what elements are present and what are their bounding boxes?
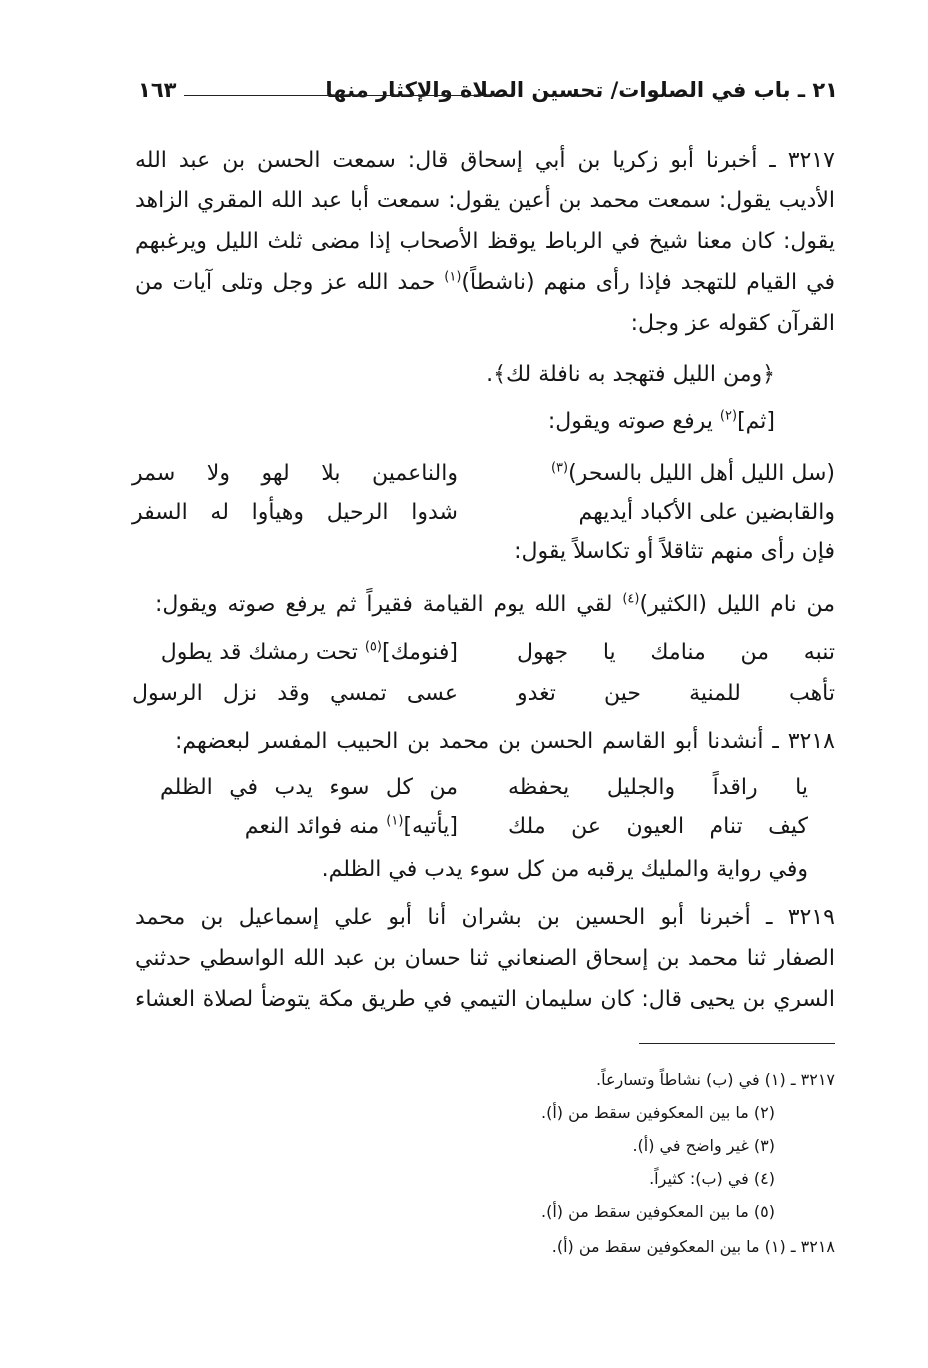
line-4-text-continued: حمد الله عز وجل وتلى آيات من xyxy=(135,270,445,295)
footnote-ref-2[interactable]: (٢) xyxy=(719,408,738,424)
paragraph-3217-line-2: الأديب يقول: سمعت محمد بن أعين يقول: سمعت أبا عبد الله المقري الزاهد xyxy=(135,188,835,213)
footnote-ref-3[interactable]: (٣) xyxy=(550,460,569,476)
footnote-ref-1[interactable]: (١) xyxy=(444,269,462,285)
paragraph-3219-line-2: الصفار ثنا محمد بن إسحاق الصنعاني ثنا حسان بن عبد الله الواسطي حدثني xyxy=(135,946,835,971)
poem-1-verse-2-second-hemistich: شدوا الرحيل وهيأوا له السفر xyxy=(132,500,458,525)
poem-3-verse-2-first-hemistich: كيف تنام العيون عن ملك xyxy=(508,814,808,839)
poem-3-verse-1-second-hemistich: من كل سوء يدب في الظلم xyxy=(160,775,458,800)
footnote-ref-6[interactable]: (١) xyxy=(386,813,404,829)
lazy-line: فإن رأى منهم تثاقلاً أو تكاسلاً يقول: xyxy=(514,539,835,564)
poem-2-verse-2-first-hemistich: تأهب للمنية حين تغدو xyxy=(517,681,835,706)
line-4-text: في القيام للتهجد فإذا رأى منهم (ناشطاً) xyxy=(461,270,835,295)
paragraph-3217-line-1: ٣٢١٧ ـ أخبرنا أبو زكريا بن أبي إسحاق قال: سمعت الحسن بن عبد الله xyxy=(135,148,835,173)
hemistich-text-continued: منه فوائد النعم xyxy=(244,814,387,839)
quran-verse: ﴿ومن الليل فتهجد به نافلة لك﴾. xyxy=(486,362,775,387)
header-rule xyxy=(184,95,493,96)
chapter-title: ٢١ ـ باب في الصلوات/ تحسين الصلاة والإكثار منها xyxy=(325,78,838,102)
variant-line: وفي رواية والمليك يرقبه من كل سوء يدب في الظلم. xyxy=(321,857,808,882)
footnote-3: (٣) غير واضح في (أ). xyxy=(632,1136,775,1155)
footnote-6: ٣٢١٨ ـ (١) ما بين المعكوفين سقط من (أ). xyxy=(551,1237,835,1256)
footnote-ref-4[interactable]: (٤) xyxy=(622,591,640,607)
footnote-5: (٥) ما بين المعكوفين سقط من (أ). xyxy=(540,1202,775,1221)
sleeper-text-continued: لقي الله يوم القيامة فقيراً ثم يرفع صوته ويقول: xyxy=(155,592,623,617)
poem-2-verse-2-second-hemistich: عسى تمسي وقد نزل الرسول xyxy=(132,681,458,706)
then-text: [ثم] xyxy=(737,409,775,434)
sleeper-text: من نام الليل (الكثير) xyxy=(639,592,836,617)
footnote-2: (٢) ما بين المعكوفين سقط من (أ). xyxy=(540,1103,775,1122)
paragraph-3218: ٣٢١٨ ـ أنشدنا أبو القاسم الحسن بن محمد بن الحبيب المفسر لبعضهم: xyxy=(175,729,835,754)
paragraph-3217-line-4 xyxy=(135,268,835,298)
page-header xyxy=(138,78,838,108)
then-text-continued: يرفع صوته ويقول: xyxy=(547,409,720,434)
poem-1-verse-2-first-hemistich: والقابضين على الأكباد أيديهم xyxy=(578,500,835,525)
poem-3-verse-2-second-hemistich xyxy=(245,812,458,842)
sleeper-line xyxy=(155,590,835,620)
then-line xyxy=(548,407,775,437)
poem-3-verse-1-first-hemistich: يا راقداً والجليل يحفظه xyxy=(508,775,808,800)
hemistich-text: (سل الليل أهل الليل بالسحر) xyxy=(568,461,835,486)
page-number: ١٦٣ xyxy=(138,78,177,102)
paragraph-3219-line-3: السري بن يحيى قال: كان سليمان التيمي في طريق مكة يتوضأ لصلاة العشاء xyxy=(135,987,835,1012)
hemistich-text: [يأتيه] xyxy=(403,814,458,839)
footnote-1: ٣٢١٧ ـ (١) في (ب) نشاطاً وتسارعاً. xyxy=(596,1070,835,1089)
hemistich-text: [فنومك] xyxy=(381,640,458,665)
hemistich-text-continued: تحت رمشك قد يطول xyxy=(160,640,365,665)
footnote-separator xyxy=(639,1043,835,1044)
paragraph-3219-line-1: ٣٢١٩ ـ أخبرنا أبو الحسين بن بشران أنا أبو علي إسماعيل بن محمد xyxy=(135,905,835,930)
paragraph-3217-line-5: القرآن كقوله عز وجل: xyxy=(630,311,835,336)
poem-1-verse-1-second-hemistich: والناعمين بلا لهو ولا سمر xyxy=(132,461,458,486)
paragraph-3217-line-3: يقول: كان معنا شيخ في الرباط يوقظ الأصحاب إذا مضى ثلث الليل ويرغبهم xyxy=(135,229,835,254)
footnote-4: (٤) في (ب): كثيراً. xyxy=(649,1169,775,1188)
poem-2-verse-1-second-hemistich xyxy=(161,638,458,668)
footnote-ref-5[interactable]: (٥) xyxy=(364,639,382,655)
poem-2-verse-1-first-hemistich: تنبه من منامك يا جهول xyxy=(517,640,835,665)
poem-1-verse-1-first-hemistich xyxy=(551,459,835,489)
